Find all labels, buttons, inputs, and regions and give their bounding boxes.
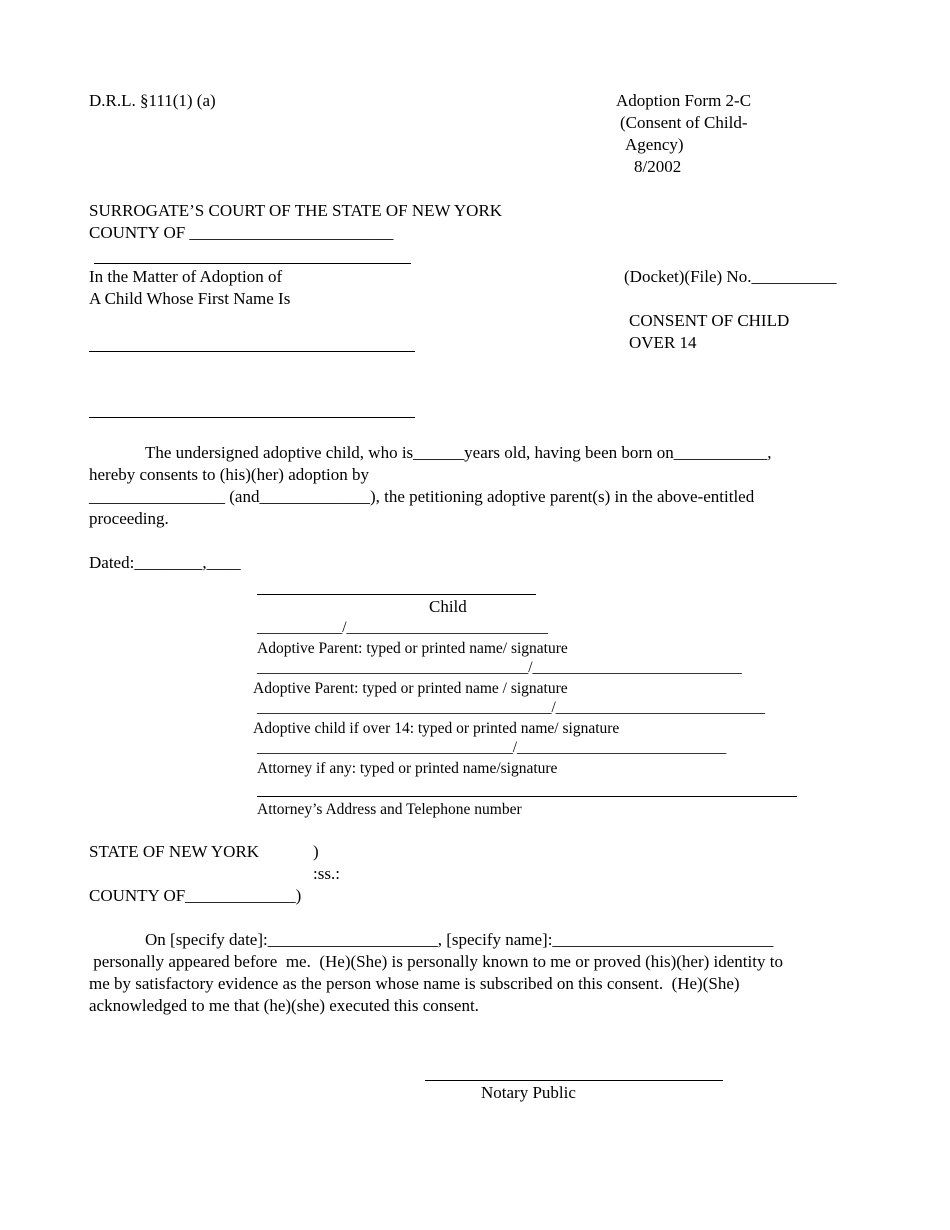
consent-line-4: proceeding. xyxy=(89,509,169,528)
child14-signature-label: Adoptive child if over 14: typed or printed name/ signature xyxy=(253,720,620,737)
court-name: SURROGATE’S COURT OF THE STATE OF NEW YORK xyxy=(89,201,503,220)
caption-bottom-rule xyxy=(89,417,415,418)
dated-field: Dated:________,____ xyxy=(89,553,241,572)
venue-paren: ) xyxy=(313,842,319,861)
ack-line-3: me by satisfactory evidence as the person whose name is subscribed on this consent. (He)(She) xyxy=(89,974,740,993)
attorney-address-label: Attorney’s Address and Telephone number xyxy=(257,801,522,818)
statute-reference: D.R.L. §111(1) (a) xyxy=(89,91,216,110)
venue-state: STATE OF NEW YORK xyxy=(89,842,260,861)
form-date: 8/2002 xyxy=(634,157,682,176)
matter-line-2: A Child Whose First Name Is xyxy=(89,289,291,308)
ack-line-4: acknowledged to me that (he)(she) executed this consent. xyxy=(89,996,479,1015)
venue-county-field: COUNTY OF_____________) xyxy=(89,886,302,905)
form-subtitle: (Consent of Child- xyxy=(620,113,748,132)
caption-top-rule xyxy=(94,263,411,264)
child-name-rule xyxy=(89,351,415,352)
parent2-signature-label: Adoptive Parent: typed or printed name / signature xyxy=(253,680,568,697)
county-field: COUNTY OF ________________________ xyxy=(89,223,394,242)
consent-line-3: ________________ (and_____________), the petitioning adoptive parent(s) in the above-entitled xyxy=(89,487,755,506)
document-title: CONSENT OF CHILD xyxy=(629,311,790,330)
child-signature-rule xyxy=(257,594,536,595)
consent-line-2: hereby consents to (his)(her) adoption by xyxy=(89,465,369,484)
attorney-signature-label: Attorney if any: typed or printed name/signature xyxy=(257,760,558,777)
venue-ss: :ss.: xyxy=(313,864,340,883)
attorney-address-rule xyxy=(257,796,797,797)
notary-signature-rule xyxy=(425,1080,723,1081)
ack-line-1: On [specify date]:____________________, [specify name]:__________________________ xyxy=(145,930,774,949)
consent-line-1: The undersigned adoptive child, who is______years old, having been born on___________, xyxy=(145,443,772,462)
parent1-signature-label: Adoptive Parent: typed or printed name/ signature xyxy=(257,640,568,657)
child-signature-label: Child xyxy=(429,597,467,616)
ack-line-2: personally appeared before me. (He)(She) is personally known to me or proved (his)(her) identity to xyxy=(89,952,783,971)
parent2-signature-line: ___________________________________/___________________________ xyxy=(257,659,742,676)
notary-label: Notary Public xyxy=(481,1083,576,1102)
form-number: Adoption Form 2-C xyxy=(616,91,752,110)
document-title-cont: OVER 14 xyxy=(629,333,697,352)
child14-signature-line: ______________________________________/___________________________ xyxy=(257,699,766,716)
matter-line-1: In the Matter of Adoption of xyxy=(89,267,283,286)
form-subtitle-cont: Agency) xyxy=(625,135,684,154)
attorney-signature-line: _________________________________/___________________________ xyxy=(257,739,727,756)
docket-number-field: (Docket)(File) No.__________ xyxy=(624,267,837,286)
parent1-signature-line: ___________/__________________________ xyxy=(257,619,549,636)
